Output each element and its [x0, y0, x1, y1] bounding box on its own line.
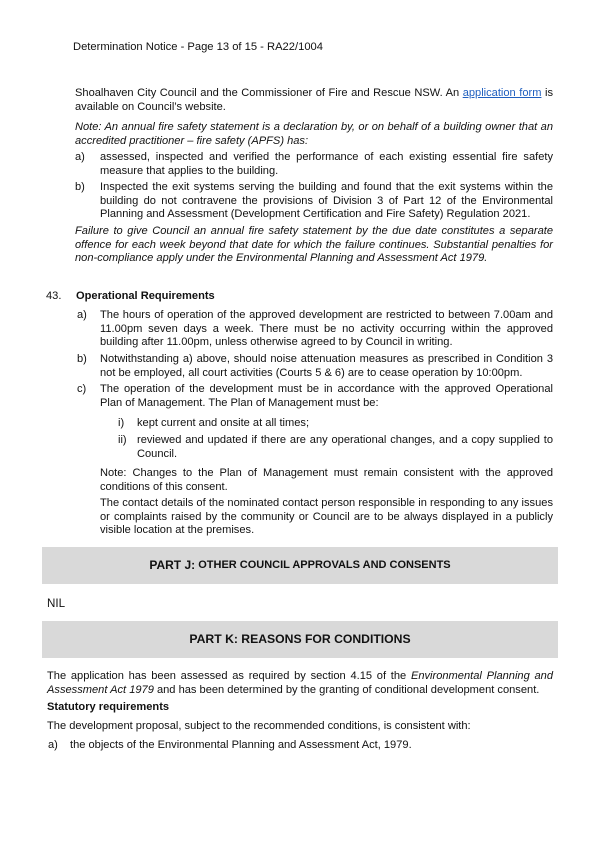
- application-form-link[interactable]: application form: [462, 87, 542, 99]
- condition-number: 43.: [46, 290, 62, 302]
- statutory-item-marker: a): [48, 739, 58, 751]
- statutory-item-text: the objects of the Environmental Planning and Assessment Act, 1979.: [70, 739, 412, 751]
- page-header: Determination Notice - Page 13 of 15 - RA22/1004: [73, 41, 323, 53]
- note-item-text: assessed, inspected and verified the performance of each existing essential fire safety measure that applies to the building.: [100, 151, 553, 177]
- sub-item-text: reviewed and updated if there are any operational changes, and a copy supplied to Council.: [137, 434, 553, 460]
- assessment-text: The application has been assessed as required by section 4.15 of the: [47, 670, 411, 682]
- condition-title: Operational Requirements: [76, 290, 215, 302]
- intro-paragraph: [75, 87, 553, 114]
- sub-item-text: kept current and onsite at all times;: [137, 417, 310, 429]
- note-item-text: Inspected the exit systems serving the building and found that the exit systems within the building do not contravene the provisions of Division 3 of Part 12 of the Environmental Planning and Assessment (Development Certification and Fire Safety) Regulation 2021.: [100, 181, 553, 221]
- condition-item-marker: c): [77, 383, 87, 395]
- condition-item-marker: a): [77, 309, 87, 321]
- fire-safety-note: Note: An annual fire safety statement is a declaration by, or on behalf of a building owner that an accredited practitioner – fire safety (APFS) has:: [75, 121, 553, 147]
- note-item-marker: b): [75, 181, 85, 193]
- condition-item-text: The hours of operation of the approved development are restricted to between 7.00am and 11.00pm seven days a week. There must be no activity occurring within the approved building after 11.00pm, unless otherwise agreed to by Council in writing.: [100, 309, 553, 349]
- part-k-banner: [42, 621, 558, 658]
- part-j-banner: [42, 547, 558, 584]
- sub-item-marker: ii): [118, 434, 127, 446]
- part-k-title: PART K: REASONS FOR CONDITIONS: [189, 631, 411, 646]
- sub-item-marker: i): [118, 417, 125, 429]
- intro-text: Shoalhaven City Council and the Commissioner of Fire and Rescue NSW. An: [75, 87, 463, 99]
- condition-item-text: The operation of the development must be in accordance with the approved Operational Plan of Management. The Plan of Management must be:: [100, 383, 553, 409]
- nil-text: NIL: [47, 597, 66, 610]
- part-j-prefix: PART J:: [149, 557, 196, 572]
- act-name: Environmental Planning and Assessment Act 1979: [47, 670, 554, 696]
- note-item-marker: a): [75, 151, 85, 163]
- failure-warning: Failure to give Council an annual fire safety statement by the due date constitutes a separate offence for each week beyond that date for which the failure continues. Substantial penalties for non-compliance apply under the Environmental Planning and Assessment Act 1979.: [75, 225, 553, 265]
- condition-item-text: Notwithstanding a) above, should noise attenuation measures as prescribed in Condition 3 not be employed, all court activities (Courts 5 & 6) are to cease operation by 10:00pm.: [100, 353, 553, 379]
- intro-text-after: is available on Council’s website.: [75, 87, 553, 113]
- assessment-text-after: and has been determined by the granting of conditional development consent.: [153, 683, 540, 696]
- part-j-title: OTHER COUNCIL APPROVALS AND CONSENTS: [198, 558, 451, 571]
- plan-of-management-note: Note: Changes to the Plan of Management must remain consistent with the approved conditions of this consent.: [100, 467, 553, 493]
- contact-details-paragraph: The contact details of the nominated contact person responsible in responding to any issues or complaints raised by the community or Council are to be always displayed in a publicly visible location at the premises.: [100, 497, 553, 537]
- statutory-heading: Statutory requirements: [47, 701, 170, 713]
- statutory-text: The development proposal, subject to the recommended conditions, is consistent with:: [47, 720, 471, 732]
- assessment-paragraph: [47, 670, 553, 697]
- condition-item-marker: b): [77, 353, 87, 365]
